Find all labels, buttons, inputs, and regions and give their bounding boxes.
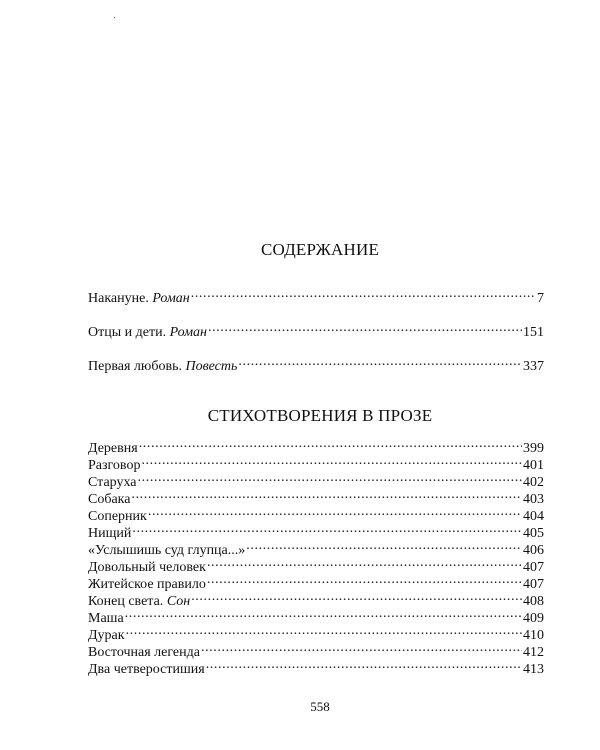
entry-page-number: 151 xyxy=(523,325,544,340)
poem-entry xyxy=(88,576,544,593)
poems-heading: СТИХОТВОРЕНИЯ В ПРОЗЕ xyxy=(207,406,433,425)
poem-entry xyxy=(88,593,544,610)
toc-entry xyxy=(88,358,544,375)
page-number-footer: 558 xyxy=(310,699,330,714)
entry-title: «Услышишь суд глупца...» xyxy=(88,543,246,558)
entry-title: Дурак xyxy=(88,628,125,643)
entry-title: Житейское правило xyxy=(88,577,206,592)
entry-title: Соперник xyxy=(88,509,147,524)
entry-page-number: 337 xyxy=(523,359,544,374)
entry-page-number: 399 xyxy=(523,441,544,456)
entry-title: Маша xyxy=(88,611,124,626)
leader-dots xyxy=(191,593,522,605)
leader-dots xyxy=(132,525,522,537)
entry-title: Собака xyxy=(88,492,131,507)
leader-dots xyxy=(206,661,522,673)
toc-entry xyxy=(88,290,544,307)
entry-title: Отцы и дети. Роман xyxy=(88,325,207,340)
poem-entry xyxy=(88,661,544,678)
entry-title: Накануне. Роман xyxy=(88,291,190,306)
leader-dots xyxy=(246,542,522,554)
entry-title: Конец света. Сон xyxy=(88,594,191,609)
toc-entry xyxy=(88,324,544,341)
entry-page-number: 408 xyxy=(523,594,544,609)
leader-dots xyxy=(191,290,536,302)
poem-entry xyxy=(88,525,544,542)
entry-title: Довольный человек xyxy=(88,560,206,575)
entry-title: Нищий xyxy=(88,526,132,541)
poem-entry xyxy=(88,644,544,661)
poem-entry xyxy=(88,627,544,644)
leader-dots xyxy=(138,474,522,486)
leader-dots xyxy=(125,610,522,622)
poem-entry xyxy=(88,457,544,474)
entry-title: Деревня xyxy=(88,441,138,456)
entry-page-number: 407 xyxy=(523,560,544,575)
entry-page-number: 410 xyxy=(523,628,544,643)
poem-entry xyxy=(88,508,544,525)
entry-page-number: 7 xyxy=(537,291,544,306)
entry-page-number: 413 xyxy=(523,662,544,677)
entry-page-number: 401 xyxy=(523,458,544,473)
poem-entry xyxy=(88,542,544,559)
entry-title: Два четверостишия xyxy=(88,662,205,677)
entry-page-number: 409 xyxy=(523,611,544,626)
poem-entry xyxy=(88,610,544,627)
entry-title: Старуха xyxy=(88,475,137,490)
scan-speck xyxy=(114,17,115,18)
entry-page-number: 402 xyxy=(523,475,544,490)
leader-dots xyxy=(131,491,522,503)
entry-page-number: 404 xyxy=(523,509,544,524)
entry-page-number: 405 xyxy=(523,526,544,541)
entry-page-number: 407 xyxy=(523,577,544,592)
poem-entry xyxy=(88,559,544,576)
leader-dots xyxy=(207,559,522,571)
entry-page-number: 406 xyxy=(523,543,544,558)
contents-heading: СОДЕРЖАНИЕ xyxy=(260,240,380,259)
entry-title: Разговор xyxy=(88,458,141,473)
leader-dots xyxy=(201,644,522,656)
entry-title: Восточная легенда xyxy=(88,645,200,660)
leader-dots xyxy=(238,358,522,370)
poem-entry xyxy=(88,474,544,491)
entry-title: Первая любовь. Повесть xyxy=(88,359,238,374)
leader-dots xyxy=(148,508,522,520)
leader-dots xyxy=(208,324,522,336)
entry-page-number: 403 xyxy=(523,492,544,507)
entry-page-number: 412 xyxy=(523,645,544,660)
poem-entry xyxy=(88,440,544,457)
leader-dots xyxy=(126,627,522,639)
leader-dots xyxy=(139,440,522,452)
poem-entry xyxy=(88,491,544,508)
leader-dots xyxy=(141,457,522,469)
leader-dots xyxy=(207,576,522,588)
